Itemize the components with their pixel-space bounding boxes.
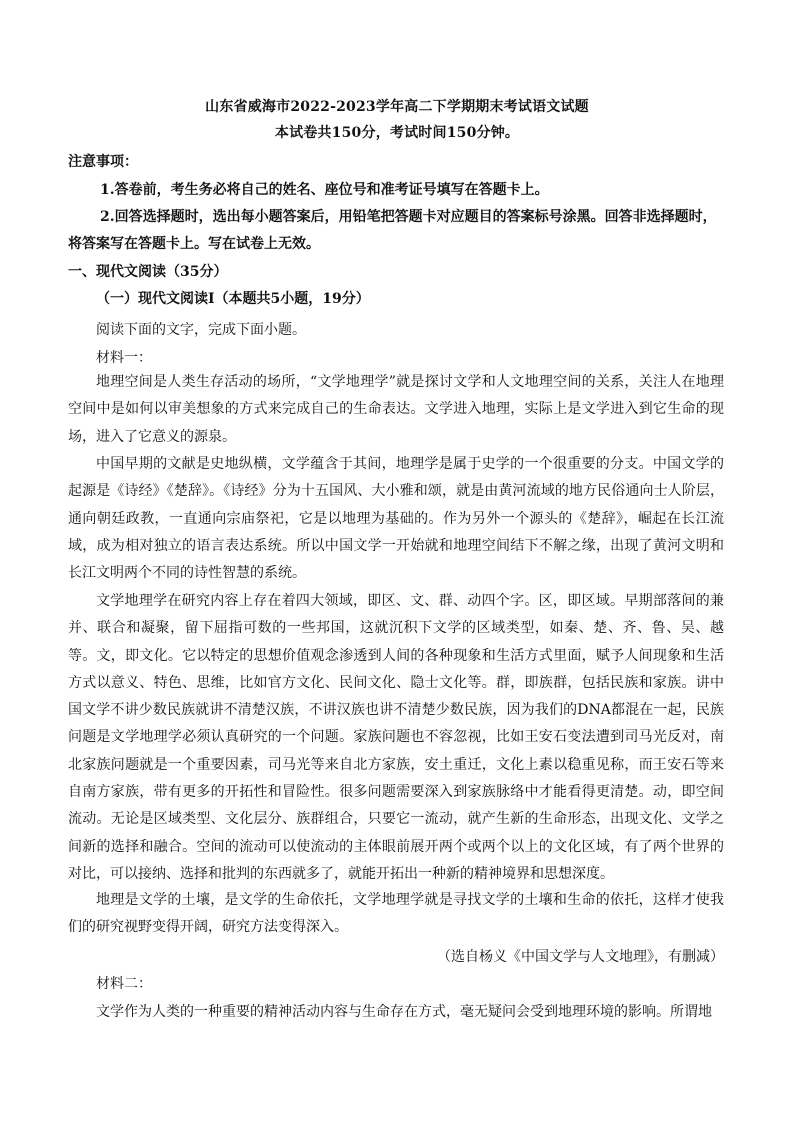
material-1-label: 材料一： xyxy=(96,350,152,366)
material-1-source: （选自杨义《中国文学与人文地理》，有删减） xyxy=(437,949,724,965)
reading-instruction: 阅读下面的文字，完成下面小题。 xyxy=(96,322,306,338)
subsection-heading: （一）现代文阅读Ⅰ（本题共5小题，19分） xyxy=(96,291,370,307)
material-2-label: 材料二： xyxy=(96,976,152,992)
material-1-paragraph-1: 地理空间是人类生存活动的场所，“文学地理学”就是探讨文学和人文地理空间的关系，关注人在地理空间中是如何以审美想象的方式来完成自己的生命表达。文学进入地理，实际上是文学进入到它生命的现场，进入了它意义的源泉。 xyxy=(68,374,724,445)
notice-item-2: 2.回答选择题时，选出每小题答案后，用铅笔把答题卡对应题目的答案标号涂黑。回答非选择题时， xyxy=(100,209,717,225)
material-1-paragraph-4: 地理是文学的土壤，是文学的生命依托，文学地理学就是寻找文学的土壤和生命的依托，这样才使我们的研究视野变得开阔，研究方法变得深入。 xyxy=(68,892,724,936)
section-heading: 一、现代文阅读（35分） xyxy=(68,264,228,280)
exam-subtitle: 本试卷共150分，考试时间150分钟。 xyxy=(274,125,520,141)
notice-heading: 注意事项： xyxy=(68,154,138,170)
material-1-paragraph-3: 文学地理学在研究内容上存在着四大领域，即区、文、群、动四个字。区，即区域。早期部落间的兼并、联合和凝聚，留下屈指可数的一些邦国，这就沉积下文学的区域类型，如秦、楚、齐、鲁、吴、越等。文，即文化。它以特定的思想价值观念渗透到人间的各种现象和生活方式里面，赋予人间现象和生活方式以意义、特色、思维，比如官方文化、民间文化、隐士文化等。群，即族群，包括民族和家族。讲中国文学不讲少数民族就讲不清楚汉族，不讲汉族也讲不清楚少数民族，因为我们的DNA都混在一起，民族问题是文学地理学必须认真研究的一个问题。家族问题也不容忽视，比如王安石变法遭到司马光反对，南北家族问题就是一个重要因素，司马光等来自北方家族，安土重迁，文化上素以稳重见称，而王安石等来自南方家族，带有更多的开拓性和冒险性。很多问题需要深入到家族脉络中才能看得更清楚。动，即空间流动。无论是区域类型、文化层分、族群组合，只要它一流动，就产生新的生命形态，出现文化、文学之间新的选择和融合。空间的流动可以使流动的主体眼前展开两个或两个以上的文化区域，有了两个世界的对比，可以接纳、选择和批判的东西就多了，就能开拓出一种新的精神境界和思想深度。 xyxy=(68,593,724,882)
notice-item-1: 1.答卷前，考生务必将自己的姓名、座位号和准考证号填写在答题卡上。 xyxy=(100,182,549,198)
material-1-paragraph-2: 中国早期的文献是史地纵横，文学蕴含于其间，地理学是属于史学的一个很重要的分支。中国文学的起源是《诗经》《楚辞》。《诗经》分为十五国风、大小雅和颂，就是由黄河流域的地方民俗通向士人阶层，通向朝廷政教，一直通向宗庙祭祀，它是以地理为基础的。作为另外一个源头的《楚辞》，崛起在长江流域，成为相对独立的语言表达系统。所以中国文学一开始就和地理空间结下不解之缘，出现了黄河文明和长江文明两个不同的诗性智慧的系统。 xyxy=(68,456,724,582)
exam-title: 山东省威海市2022-2023学年高二下学期期末考试语文试题 xyxy=(205,99,589,115)
notice-item-2-cont: 将答案写在答题卡上。写在试卷上无效。 xyxy=(68,236,320,252)
material-2-paragraph-1: 文学作为人类的一种重要的精神活动内容与生命存在方式，毫无疑问会受到地理环境的影响。所谓地 xyxy=(96,1004,712,1020)
